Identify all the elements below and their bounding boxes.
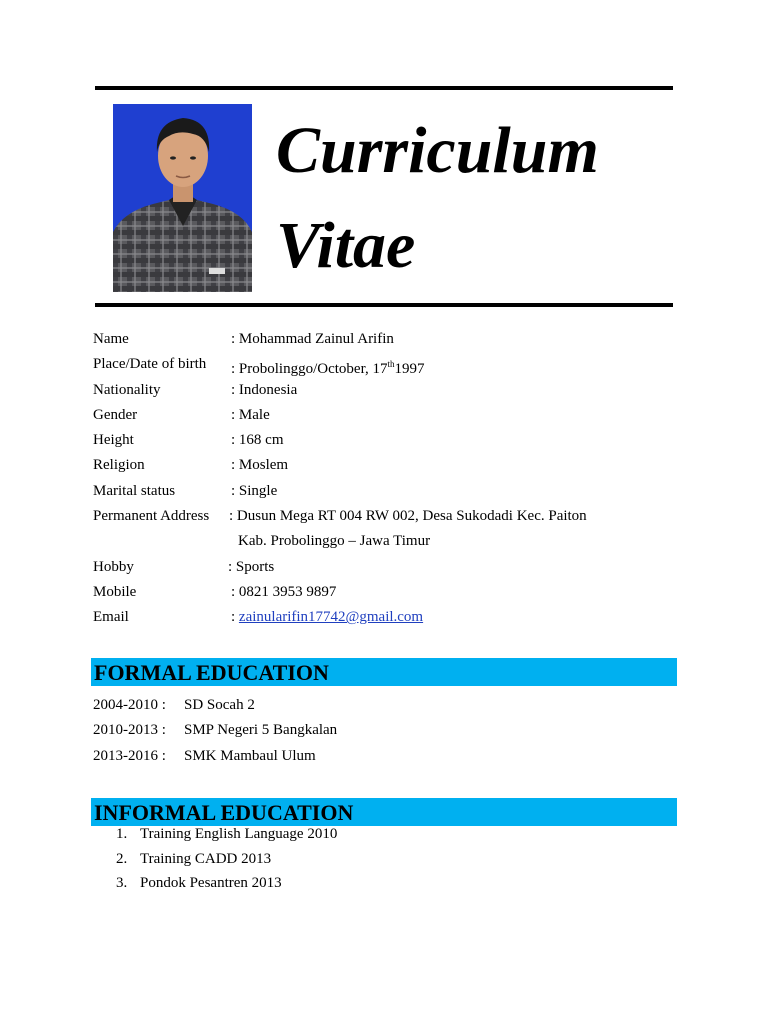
- info-row-address: [93, 505, 693, 530]
- education-school: SMP Negeri 5 Bangkalan: [184, 722, 338, 739]
- address-label: Permanent Address: [93, 508, 210, 525]
- info-row-email: [93, 606, 693, 631]
- gender-value: : Male: [231, 406, 270, 423]
- bottom-rule: [95, 303, 673, 307]
- list-item-text: Pondok Pesantren 2013: [140, 875, 282, 891]
- info-row-religion: [93, 454, 693, 479]
- address-value: : Dusun Mega RT 004 RW 002, Desa Sukodadi Kec. Paiton: [229, 508, 587, 525]
- mobile-label: Mobile: [93, 583, 137, 600]
- info-row-birth: [93, 353, 693, 378]
- info-row-marital: [93, 480, 693, 505]
- education-years: 2013-2016 :: [93, 747, 166, 764]
- profile-photo: [113, 104, 252, 292]
- hobby-value: : Sports: [228, 558, 275, 575]
- education-school: SD Socah 2: [184, 697, 255, 713]
- name-value: : Mohammad Zainul Arifin: [231, 331, 394, 347]
- info-row-address-cont: [93, 530, 693, 555]
- formal-education-heading: FORMAL EDUCATION: [91, 658, 677, 686]
- info-row-nationality: [93, 379, 693, 404]
- info-row-height: [93, 429, 693, 454]
- address-value-line2: Kab. Probolinggo – Jawa Timur: [238, 533, 431, 550]
- cv-title-line1: Curriculum: [276, 114, 599, 187]
- mobile-value: : 0821 3953 9897: [231, 583, 337, 600]
- list-item-number: 1.: [116, 826, 128, 842]
- email-value: [231, 606, 423, 628]
- marital-value: : Single: [231, 482, 278, 499]
- gender-label: Gender: [93, 406, 138, 423]
- height-label: Height: [93, 432, 134, 449]
- email-label: Email: [93, 609, 129, 626]
- info-row-hobby: [93, 556, 693, 581]
- hobby-label: Hobby: [93, 558, 134, 575]
- list-item-number: 3.: [116, 875, 128, 891]
- birth-label: Place/Date of birth: [93, 356, 207, 373]
- name-label: Name: [93, 331, 129, 347]
- religion-value: : Moslem: [231, 457, 289, 474]
- info-row-name: [93, 328, 693, 353]
- cv-title-line2: Vitae: [276, 209, 416, 282]
- birth-value-year: 1997: [394, 361, 425, 378]
- list-item-text: Training English Language 2010: [140, 826, 338, 842]
- top-rule: [95, 86, 673, 90]
- height-value: : 168 cm: [231, 432, 284, 449]
- nationality-label: Nationality: [93, 381, 161, 398]
- birth-value-sup: th: [387, 359, 395, 370]
- birth-value: [231, 353, 424, 380]
- education-school: SMK Mambaul Ulum: [184, 747, 316, 764]
- education-years: 2010-2013 :: [93, 722, 166, 739]
- nationality-value: : Indonesia: [231, 381, 298, 398]
- religion-label: Religion: [93, 457, 145, 474]
- email-link[interactable]: zainularifin17742@gmail.com: [238, 609, 424, 626]
- info-row-mobile: [93, 581, 693, 606]
- list-item-number: 2.: [116, 850, 128, 867]
- informal-education-heading: INFORMAL EDUCATION: [91, 798, 677, 826]
- info-row-gender: [93, 404, 693, 429]
- marital-label: Marital status: [93, 482, 176, 499]
- birth-value-main: : Probolinggo/October, 17: [231, 361, 388, 378]
- email-prefix: :: [231, 609, 239, 626]
- list-item-text: Training CADD 2013: [140, 850, 272, 867]
- personal-info: [93, 328, 693, 632]
- education-years: 2004-2010 :: [93, 697, 166, 713]
